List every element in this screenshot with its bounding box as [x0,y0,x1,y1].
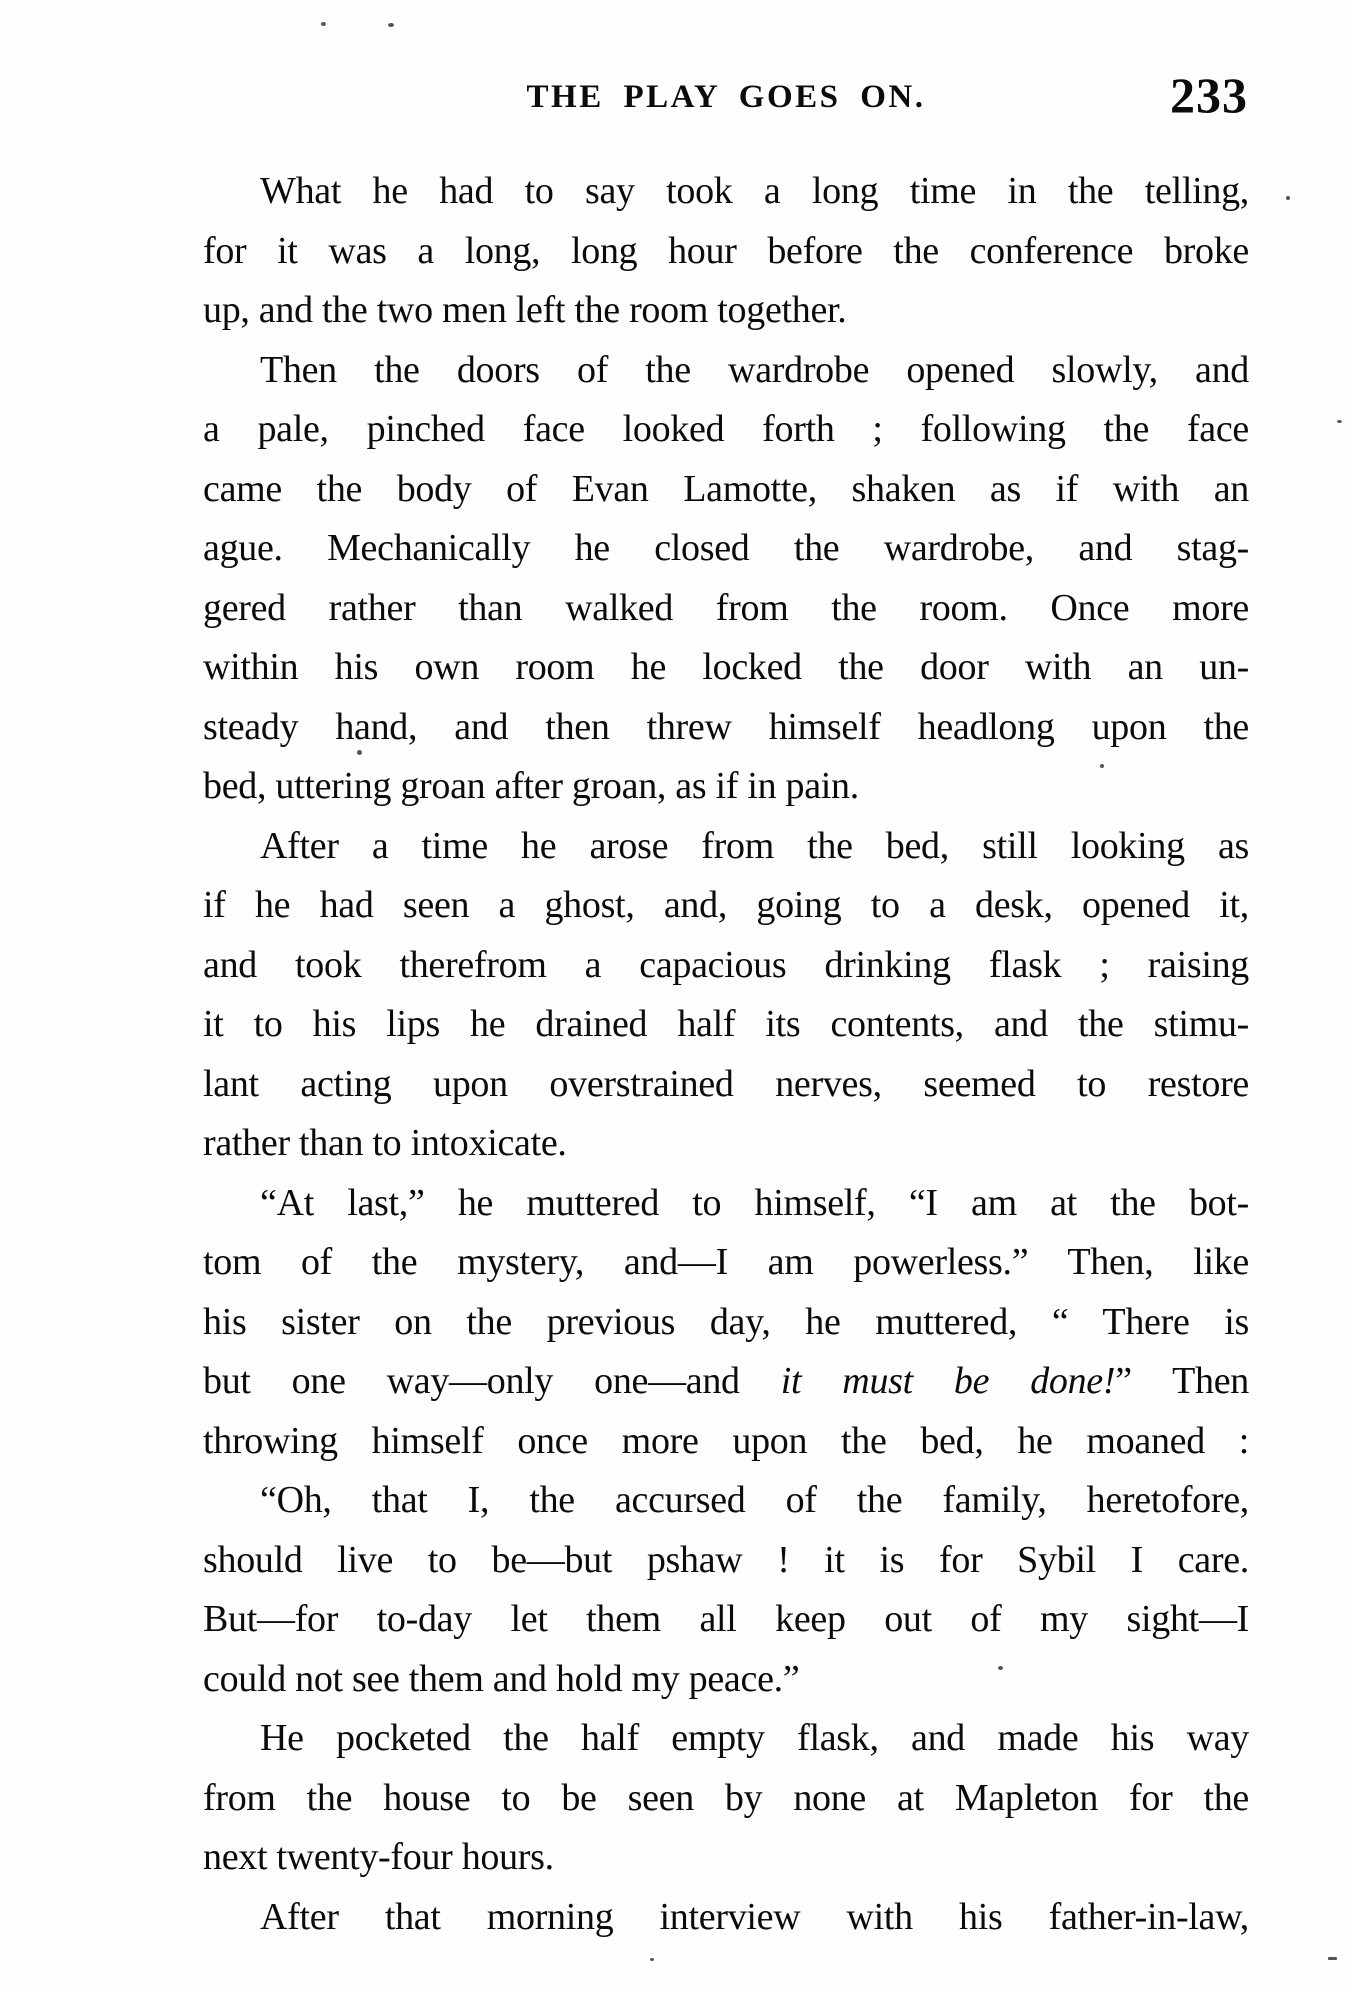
scan-speck [1328,1957,1337,1960]
text-line: if he had seen a ghost, and, going to a desk, opened it, [203,884,1249,926]
page-number: 233 [1170,67,1248,123]
text-line: from the house to be seen by none at Mapleton for the [203,1776,1249,1819]
text-line: He pocketed the half empty flask, and made his way [260,1717,1249,1759]
scan-speck [998,1666,1003,1670]
text-line: tom of the mystery, and—I am powerless.” Then, like [203,1241,1249,1283]
text-line: it to his lips he drained half its contents, and the stimu- [203,1003,1249,1045]
text-line: gered rather than walked from the room. Once more [203,586,1249,629]
text-line: bed, uttering groan after groan, as if in pain. [203,765,859,807]
text-line: ague. Mechanically he closed the wardrobe, and stag- [203,527,1249,569]
text-line: rather than to intoxicate. [203,1122,567,1164]
italic-phrase: it must be done! [780,1360,1116,1402]
text-line: “Oh, that I, the accursed of the family, heretofore, [260,1479,1249,1521]
text-line: his sister on the previous day, he muttered, “ There is [203,1300,1249,1343]
text-line: should live to be—but pshaw ! it is for Sybil I care. [203,1538,1249,1581]
scan-speck [357,750,362,755]
text-line: within his own room he locked the door with an un- [203,646,1249,688]
text-line: throwing himself once more upon the bed, he moaned : [203,1419,1249,1462]
scan-speck [1100,764,1104,768]
scan-speck [1337,420,1342,423]
running-title: THE PLAY GOES ON. [526,79,926,115]
text-line: could not see them and hold my peace.” [203,1657,800,1700]
text-line: came the body of Evan Lamotte, shaken as if with an [203,467,1249,510]
text-line: What he had to say took a long time in the telling, [260,170,1249,212]
scan-speck [388,23,394,27]
text-line: steady hand, and then threw himself headlong upon the [203,705,1249,748]
text-line: But—for to-day let them all keep out of my sight—I [203,1598,1249,1640]
text-line: a pale, pinched face looked forth ; following the face [203,408,1249,450]
text-line: up, and the two men left the room together. [203,289,847,331]
text-line: but one way—only one—and it must be done!” Then [203,1360,1249,1402]
body-text [203,162,1249,1947]
text-line: and took therefrom a capacious drinking flask ; raising [203,943,1249,986]
text-line: for it was a long, long hour before the conference broke [203,229,1249,272]
scan-speck [321,22,326,26]
scan-speck [1286,196,1290,200]
text-line: “At last,” he muttered to himself, “I am at the bot- [260,1181,1249,1224]
text-line: Then the doors of the wardrobe opened slowly, and [260,348,1249,391]
text-line: next twenty-four hours. [203,1836,554,1878]
scan-speck [650,1958,654,1961]
text-line: After a time he arose from the bed, still looking as [260,824,1249,867]
text-line: After that morning interview with his father-in-law, [260,1895,1249,1938]
text-line: lant acting upon overstrained nerves, seemed to restore [203,1062,1249,1105]
